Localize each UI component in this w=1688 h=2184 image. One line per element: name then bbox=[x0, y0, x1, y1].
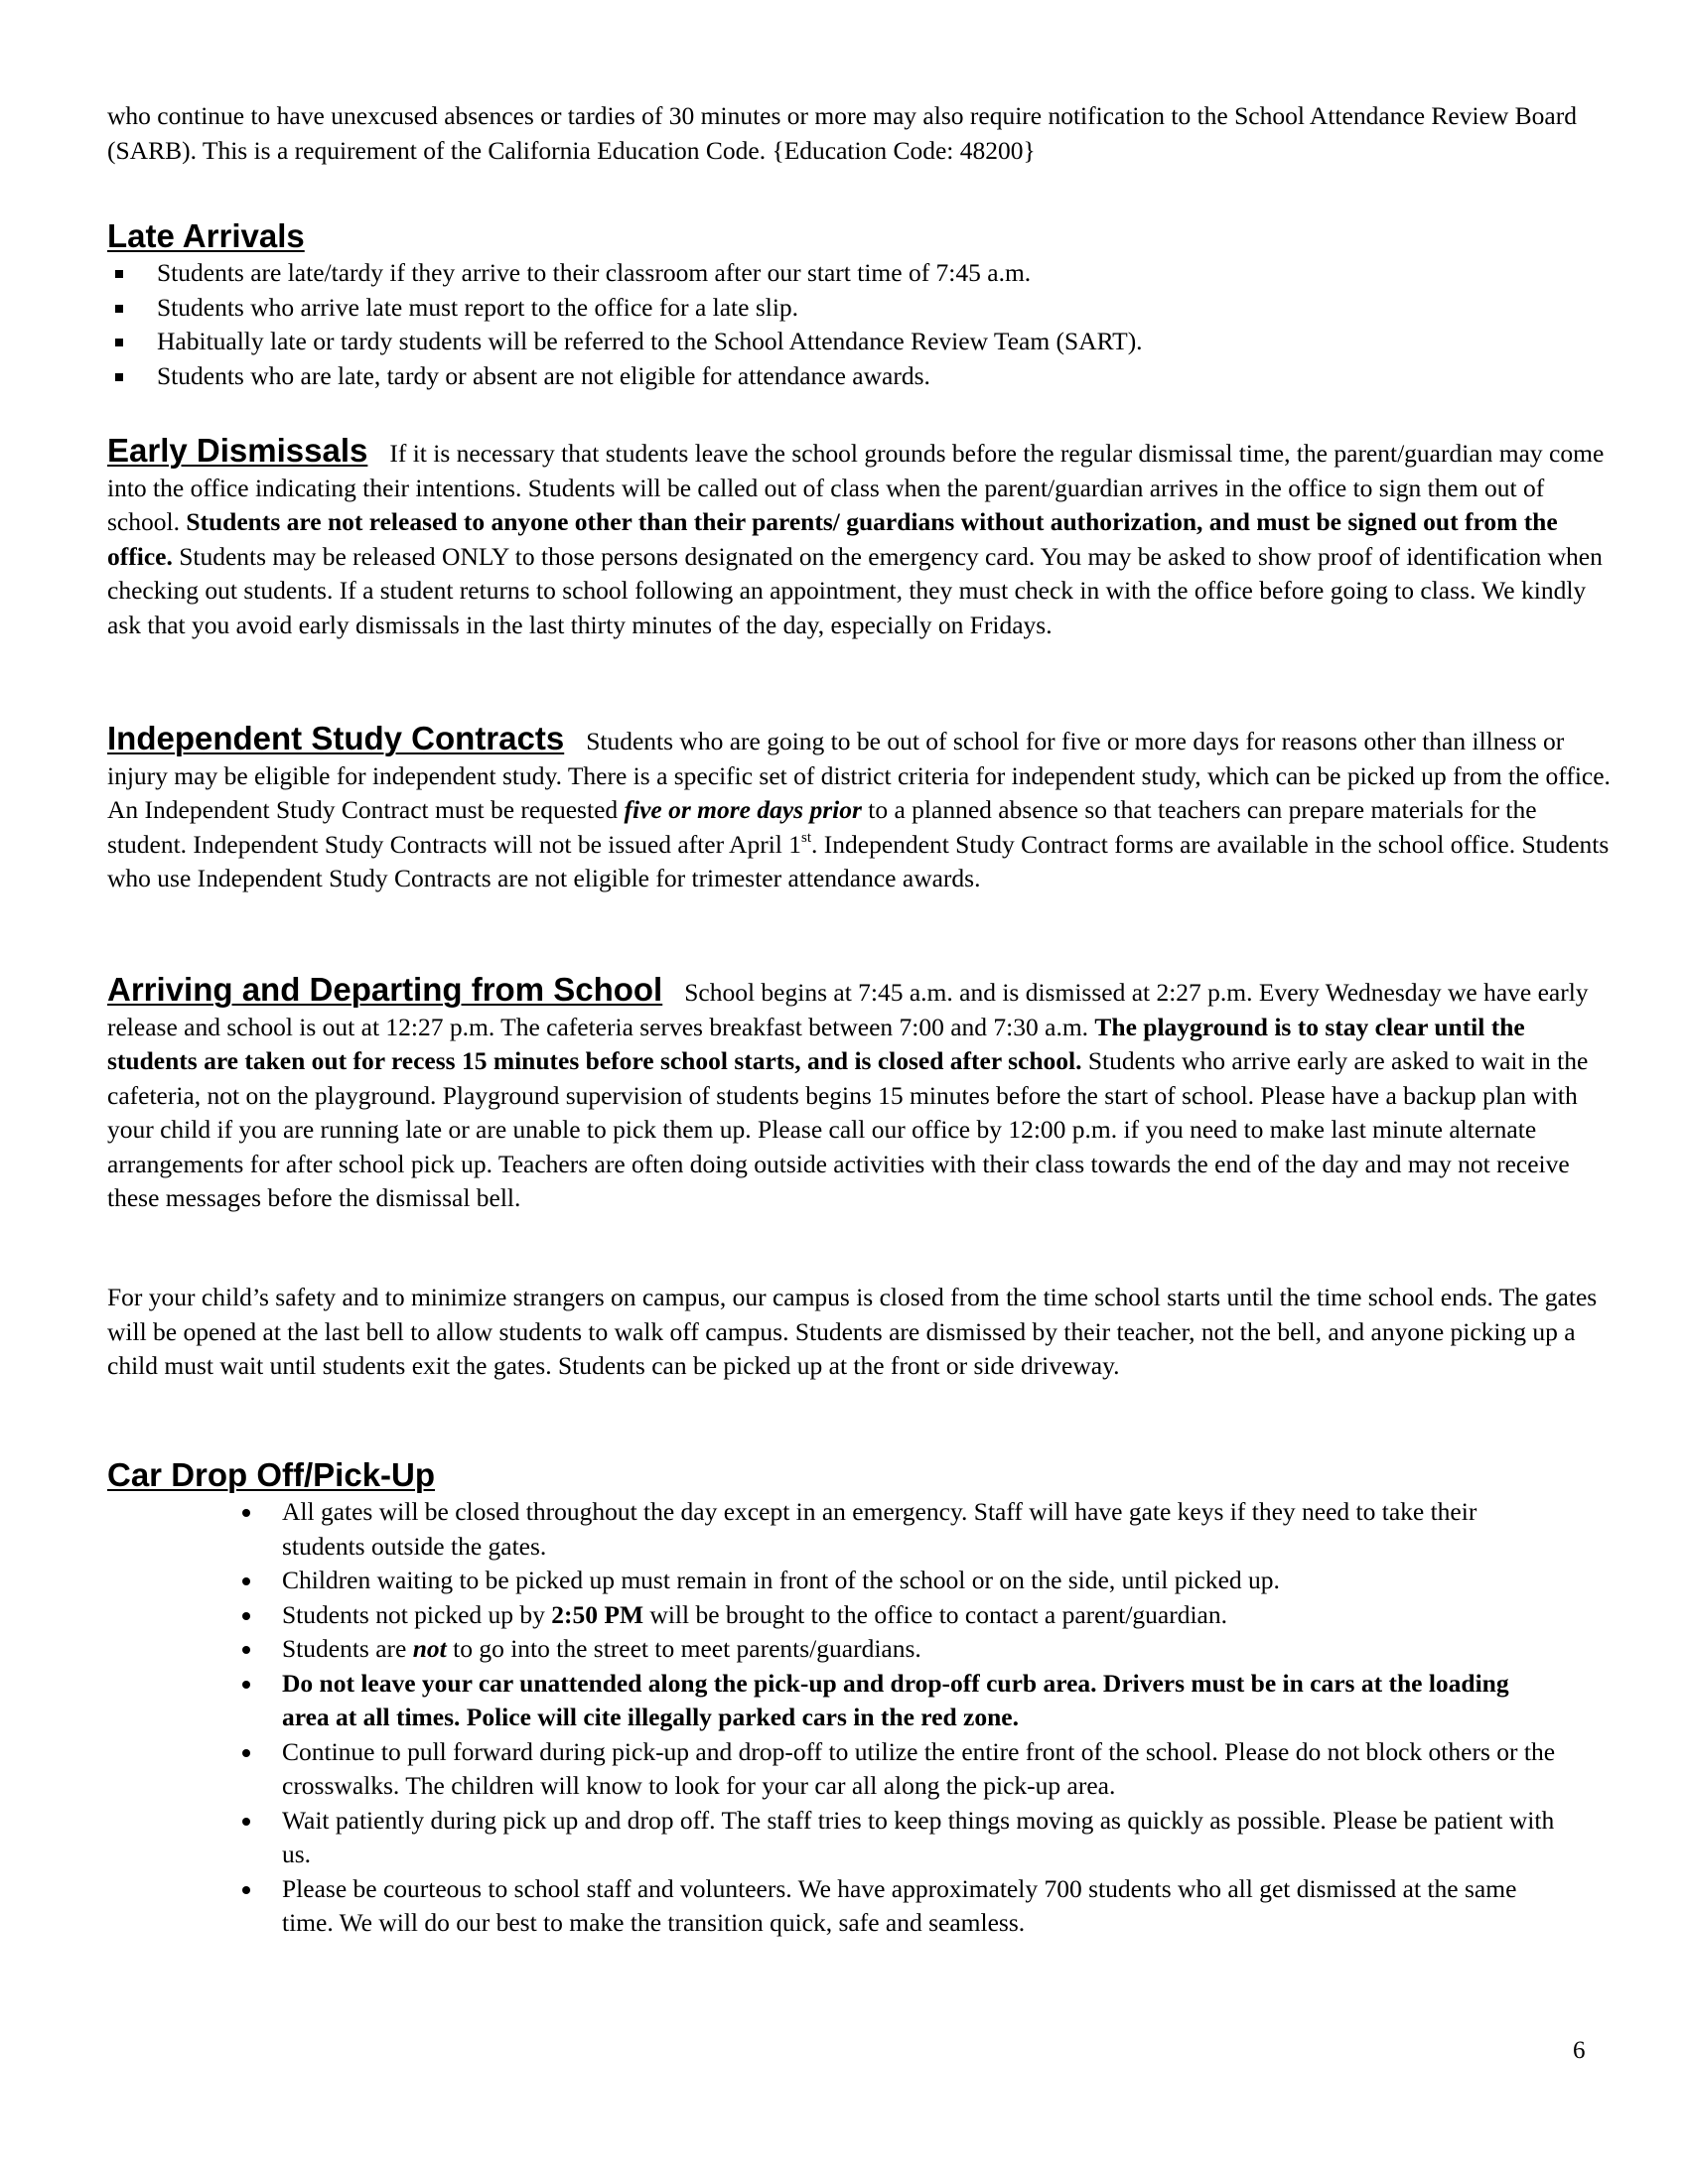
list-item: Students who are late, tardy or absent are not eligible for attendance awards. bbox=[107, 359, 1617, 394]
late-arrivals-list bbox=[107, 256, 1617, 393]
arriving-text-1: School begins at 7:45 a.m. and is dismissed at 2:27 p.m. Every Wednesday we have early release and school is out at 12:27 p.m. The cafeteria serves breakfast between 7:00 and 7:30 a.m. bbox=[107, 978, 1589, 1041]
list-item bbox=[107, 1564, 1617, 1598]
campus-safety-text: For your child’s safety and to minimize strangers on campus, our campus is closed from the time school starts until the time school ends. The gates will be opened at the last bell to allow students to walk off campus. Students are dismissed by their teacher, not the bell, and anyone picking up a child must wait until students exit the gates. Students can be picked up at the front or side driveway. bbox=[107, 1283, 1598, 1380]
list-item bbox=[107, 1495, 1617, 1564]
early-dismissals-heading: Early Dismissals bbox=[107, 432, 368, 469]
list-item: Students who arrive late must report to the office for a late slip. bbox=[107, 291, 1617, 326]
early-bold-text: Students are not released to anyone other than their parents/ guardians without authorization, and must be signed out from the office. bbox=[107, 507, 1558, 571]
item-text: Students are bbox=[282, 1634, 413, 1663]
list-item bbox=[107, 1804, 1617, 1872]
independent-text-1: Students who are going to be out of school for five or more days for reasons other than illness or injury may be eligible for independent study. There is a specific set of district criteria for independent study, which can be picked up from the office. An Independent Study Contract must be requested bbox=[107, 727, 1611, 824]
page-number: 6 bbox=[1573, 2037, 1586, 2064]
item-text: Students not picked up by bbox=[282, 1599, 552, 1629]
independent-study-heading: Independent Study Contracts bbox=[107, 720, 565, 756]
pickup-time: 2:50 PM bbox=[551, 1599, 644, 1629]
arriving-departing-section bbox=[107, 973, 1617, 1216]
intro-paragraph bbox=[107, 99, 1617, 168]
list-item: Habitually late or tardy students will be referred to the School Attendance Review Team (SART). bbox=[107, 325, 1617, 359]
campus-safety-paragraph bbox=[107, 1281, 1617, 1384]
arriving-text-2: Students who arrive early are asked to wait in the cafeteria, not on the playground. Playground supervision of students begins 15 minutes before the start of school. Please have a backup plan with your child if you are running late or are unable to pick them up. Please call our office by 12:00 p.m. if you need to make last minute alternate arrangements for after school pick up. Teachers are often doing outside activities with their class towards the end of the day and may not receive these messages before the dismissal bell. bbox=[107, 1046, 1589, 1212]
independent-emphasis: five or more days prior bbox=[624, 795, 862, 824]
list-item bbox=[107, 1667, 1617, 1735]
early-text-1: If it is necessary that students leave the school grounds before the regular dismissal time, the parent/guardian may come into the office indicating their intentions. Students will be called out of class when the parent/guardian arrives in the office to sign them out of school. bbox=[107, 439, 1605, 536]
late-arrivals-heading: Late Arrivals bbox=[107, 217, 305, 254]
car-dropoff-section bbox=[107, 1455, 1617, 1941]
list-item: Students are late/tardy if they arrive to their classroom after our start time of 7:45 a.m. bbox=[107, 256, 1617, 291]
item-text: to go into the street to meet parents/guardians. bbox=[446, 1634, 921, 1663]
item-text: Wait patiently during pick up and drop off. The staff tries to keep things moving as quickly as possible. Please be patient with us. bbox=[282, 1805, 1555, 1868]
item-text: Do not leave your car unattended along the pick-up and drop-off curb area. Drivers must be in cars at the loading area at all times. Police will cite illegally parked cars in the red zone. bbox=[282, 1668, 1509, 1731]
list-item bbox=[107, 1872, 1617, 1941]
late-arrivals-section bbox=[107, 216, 1617, 393]
early-text-2: Students may be released ONLY to those persons designated on the emergency card. You may be asked to show proof of identification when checking out students. If a student returns to school following an appointment, they must check in with the office before going to class. We kindly ask that you avoid early dismissals in the last thirty minutes of the day, especially on Fridays. bbox=[107, 541, 1603, 639]
item-text: All gates will be closed throughout the day except in an emergency. Staff will have gate keys if they need to take their students outside the gates. bbox=[282, 1497, 1477, 1561]
arriving-departing-heading: Arriving and Departing from School bbox=[107, 971, 663, 1008]
item-text: Children waiting to be picked up must remain in front of the school or on the side, until picked up. bbox=[282, 1566, 1280, 1594]
item-text: Continue to pull forward during pick-up and drop-off to utilize the entire front of the school. Please do not block others or the crosswalks. The children will know to look for your car all along the pick-up area. bbox=[282, 1736, 1556, 1800]
list-item bbox=[107, 1598, 1617, 1633]
item-text: will be brought to the office to contact a parent/guardian. bbox=[643, 1599, 1228, 1629]
arriving-bold-text: The playground is to stay clear until the students are taken out for recess 15 minutes before school starts, and is closed after school. bbox=[107, 1012, 1525, 1075]
item-emphasis: not bbox=[412, 1634, 447, 1663]
intro-text: who continue to have unexcused absences or tardies of 30 minutes or more may also require notification to the School Attendance Review Board (SARB). This is a requirement of the California Education Code. {Education Code: 48200} bbox=[107, 101, 1577, 165]
independent-text-2: to a planned absence so that teachers can prepare materials for the student. Independent Study Contracts will not be issued after April 1 bbox=[107, 795, 1537, 859]
car-dropoff-list bbox=[107, 1495, 1617, 1941]
list-item bbox=[107, 1632, 1617, 1667]
early-dismissals-section bbox=[107, 434, 1617, 642]
independent-superscript: st bbox=[801, 829, 812, 846]
car-dropoff-heading: Car Drop Off/Pick-Up bbox=[107, 1456, 436, 1493]
independent-text-3: . Independent Study Contract forms are available in the school office. Students who use Independent Study Contracts are not eligible for trimester attendance awards. bbox=[107, 829, 1610, 892]
list-item bbox=[107, 1735, 1617, 1804]
independent-study-section bbox=[107, 722, 1617, 896]
item-text: Please be courteous to school staff and volunteers. We have approximately 700 students who all get dismissed at the same time. We will do our best to make the transition quick, safe and seamless. bbox=[282, 1873, 1517, 1937]
